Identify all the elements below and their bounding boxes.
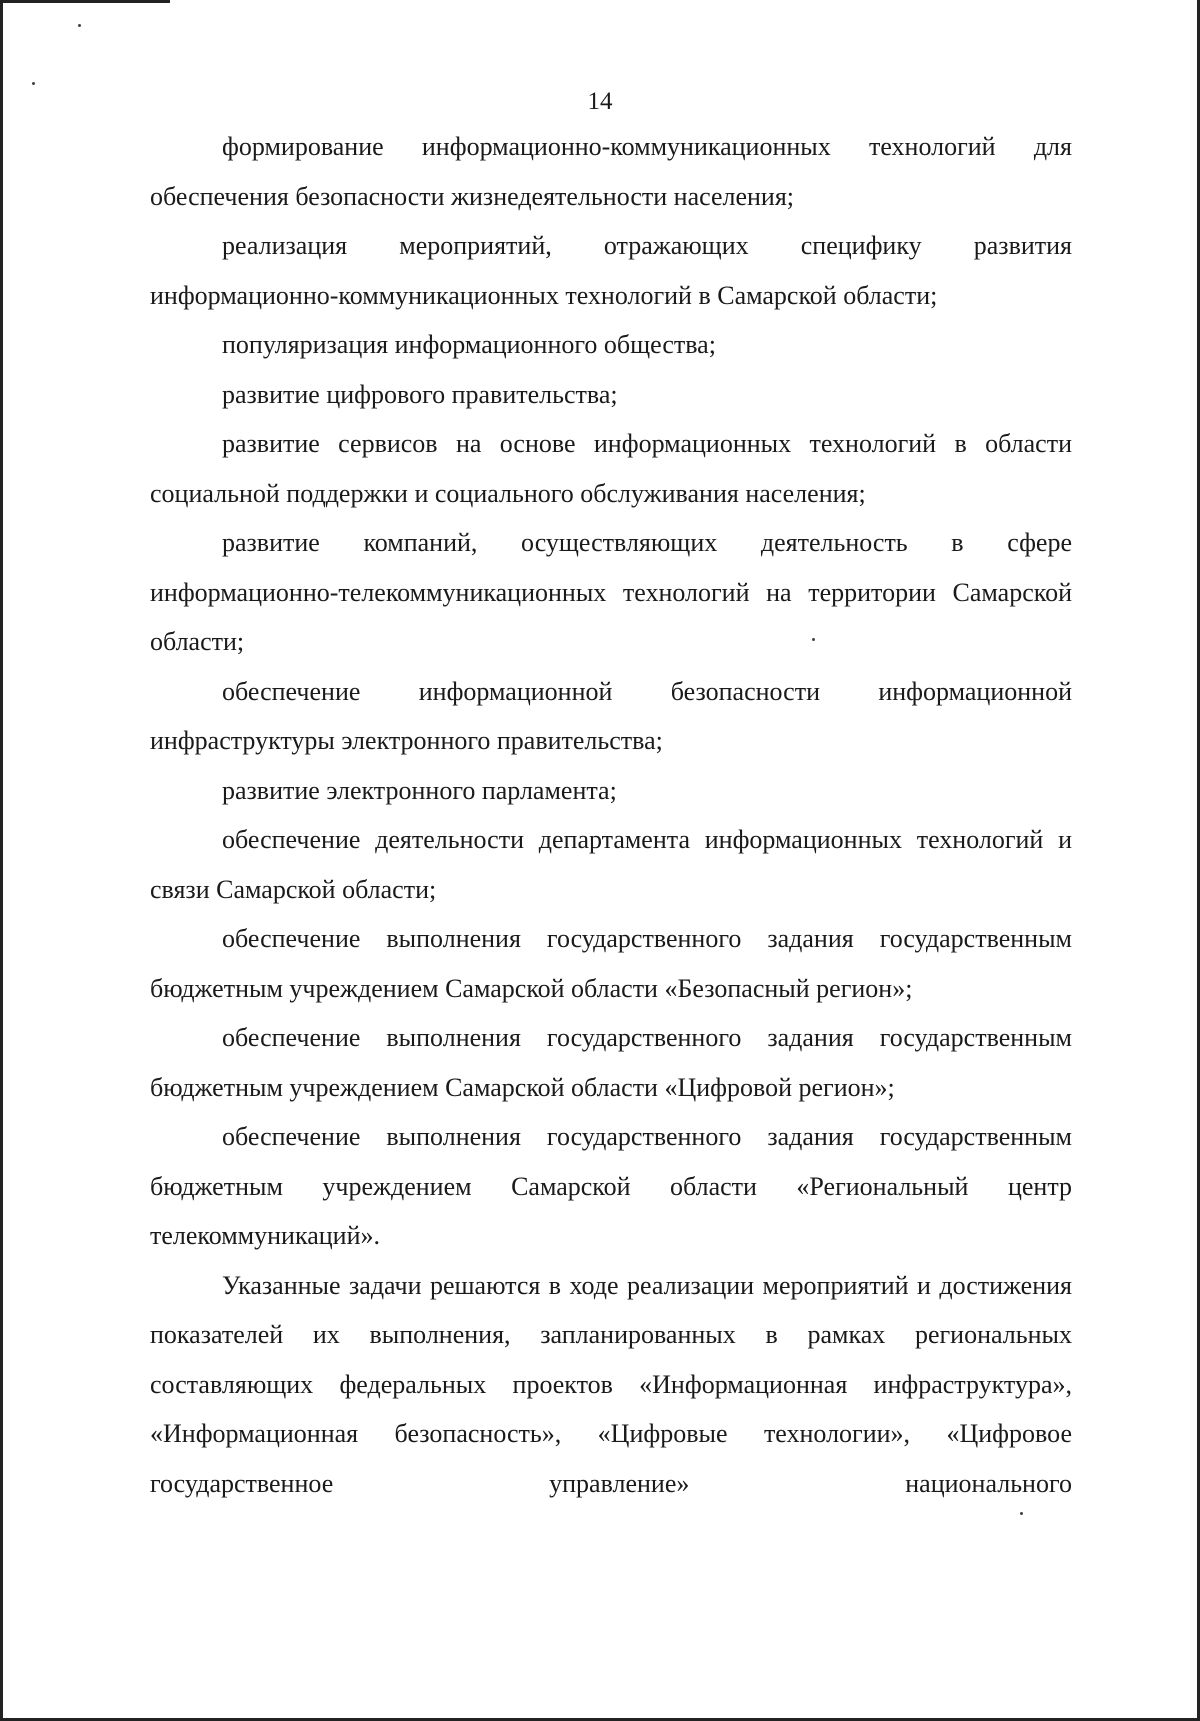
scan-speck <box>32 82 35 85</box>
list-item: обеспечение выполнения государственного задания государственным бюджетным учреждением Самарской области «Региональный центр телекоммуникаций». <box>150 1122 1072 1250</box>
list-item: обеспечение деятельности департамента информационных технологий и связи Самарской области; <box>150 825 1072 904</box>
scan-border-left <box>0 0 3 1721</box>
list-item: популяризация информационного общества; <box>222 330 716 359</box>
page-number: 14 <box>587 88 613 115</box>
scan-speck <box>1020 1512 1023 1515</box>
closing-paragraph: Указанные задачи решаются в ходе реализации мероприятий и достижения показателей их выполнения, запланированных в рамках региональных составляющих федеральных проектов «Информационная инфраструктура», «Информационная безопасность», «Цифровые технологии», «Цифровое государственное управление» национального <box>150 1270 1072 1498</box>
list-item: развитие цифрового правительства; <box>222 379 618 409</box>
scan-speck <box>78 24 81 27</box>
list-item: обеспечение выполнения государственного задания государственным бюджетным учреждением Самарской области «Безопасный регион»; <box>150 924 1072 1003</box>
list-item: обеспечение выполнения государственного задания государственным бюджетным учреждением Самарской области «Цифровой регион»; <box>150 1023 1072 1102</box>
list-item: обеспечение информационной безопасности информационной инфраструктуры электронного правительства; <box>150 676 1072 755</box>
list-item: развитие сервисов на основе информационных технологий в области социальной поддержки и социального обслуживания населения; <box>150 429 1072 508</box>
document-body <box>150 122 1072 1508</box>
list-item: развитие компаний, осуществляющих деятельность в сфере информационно-телекоммуникационных технологий на территории Самарской области; <box>150 528 1072 656</box>
list-item: развитие электронного парламента; <box>222 775 617 805</box>
list-item: формирование информационно-коммуникационных технологий для обеспечения безопасности жизнедеятельности населения; <box>150 132 1072 211</box>
scan-border-top <box>0 0 170 3</box>
list-item: реализация мероприятий, отражающих специфику развития информационно-коммуникационных технологий в Самарской области; <box>150 231 1072 310</box>
